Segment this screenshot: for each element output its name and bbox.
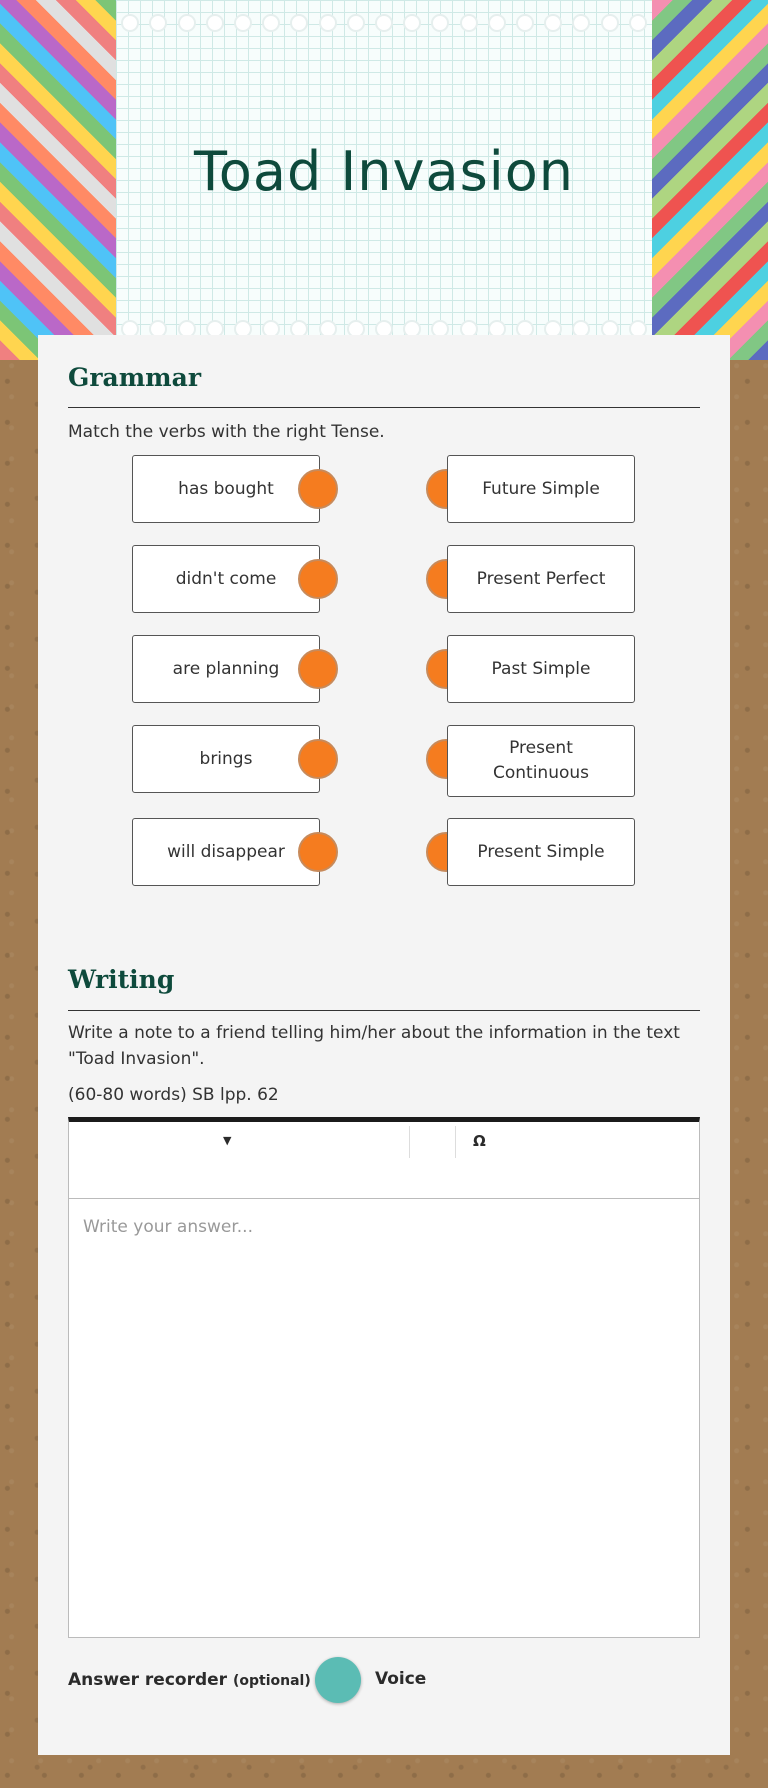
match-right-1[interactable]: Future Simple bbox=[447, 455, 635, 523]
toolbar-separator bbox=[455, 1126, 456, 1158]
match-right-5[interactable]: Present Simple bbox=[447, 818, 635, 886]
match-right-2[interactable]: Present Perfect bbox=[447, 545, 635, 613]
writing-divider bbox=[68, 1010, 700, 1011]
writing-title: Writing bbox=[68, 965, 175, 994]
writing-instruction: Write a note to a friend telling him/her about the information in the text "Toad Invasion". bbox=[68, 1023, 680, 1069]
voice-label: Voice bbox=[375, 1669, 427, 1689]
match-handle-left-1[interactable] bbox=[298, 469, 338, 509]
grammar-divider bbox=[68, 407, 700, 408]
match-right-3[interactable]: Past Simple bbox=[447, 635, 635, 703]
grammar-title: Grammar bbox=[68, 363, 201, 392]
match-left-5[interactable]: will disappear bbox=[132, 818, 320, 886]
match-handle-left-2[interactable] bbox=[298, 559, 338, 599]
caret-down-icon[interactable]: ▼ bbox=[223, 1134, 232, 1147]
answer-input[interactable]: Write your answer... bbox=[83, 1217, 253, 1237]
editor-toolbar bbox=[69, 1122, 699, 1199]
match-left-1[interactable]: has bought bbox=[132, 455, 320, 523]
recorder-label: Answer recorder bbox=[68, 1670, 228, 1690]
match-left-3[interactable]: are planning bbox=[132, 635, 320, 703]
recorder-optional: (optional) bbox=[232, 1673, 311, 1689]
decorative-border-right bbox=[652, 0, 768, 360]
grammar-instruction: Match the verbs with the right Tense. bbox=[68, 422, 385, 442]
match-handle-left-3[interactable] bbox=[298, 649, 338, 689]
match-right-4[interactable]: Present Continuous bbox=[447, 725, 635, 797]
answer-recorder-label bbox=[68, 1670, 324, 1690]
decorative-border-left bbox=[0, 0, 116, 360]
voice-record-button[interactable] bbox=[315, 1657, 361, 1703]
page-title: Toad Invasion bbox=[194, 140, 574, 203]
match-left-4[interactable]: brings bbox=[132, 725, 320, 793]
match-handle-left-4[interactable] bbox=[298, 739, 338, 779]
match-handle-left-5[interactable] bbox=[298, 832, 338, 872]
special-characters-icon[interactable]: Ω bbox=[473, 1132, 486, 1150]
answer-editor[interactable] bbox=[68, 1117, 700, 1638]
toolbar-separator bbox=[409, 1126, 410, 1158]
worksheet-card bbox=[38, 335, 730, 1755]
writing-note: (60-80 words) SB lpp. 62 bbox=[68, 1085, 279, 1105]
notebook-holes-top bbox=[116, 14, 652, 32]
match-left-2[interactable]: didn't come bbox=[132, 545, 320, 613]
